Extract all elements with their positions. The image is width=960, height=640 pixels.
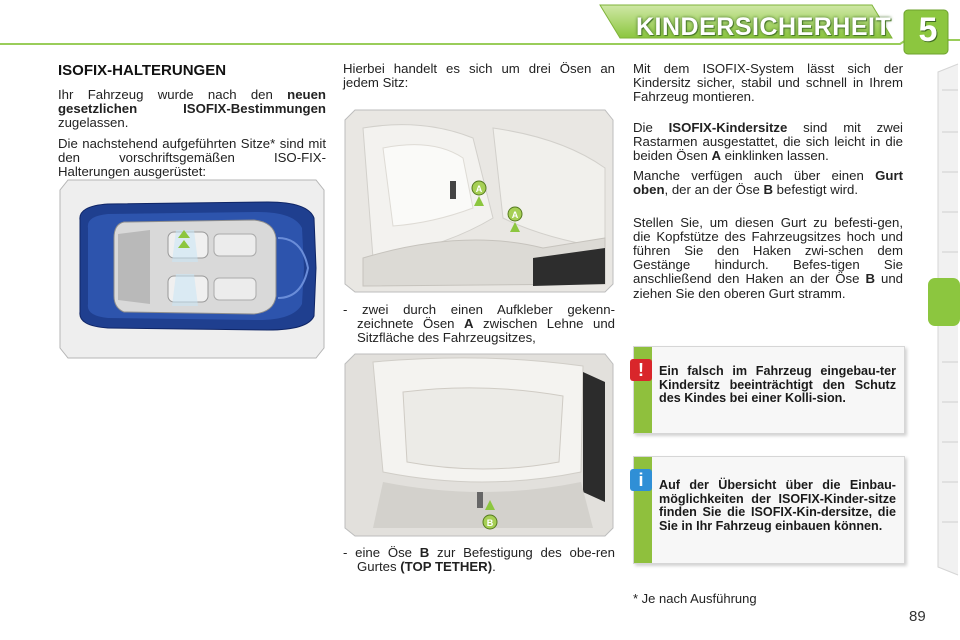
car-topview-figure	[58, 178, 326, 360]
info-box	[633, 456, 905, 564]
info-icon: i	[630, 469, 652, 491]
seat-photo-anchor-b	[343, 352, 615, 538]
warning-box	[633, 346, 905, 434]
warning-icon: !	[630, 359, 652, 381]
bullet-anchor-b: - eine Öse B zur Befestigung des obe-ren Gurtes (TOP TETHER).	[343, 545, 615, 575]
seat-photo-anchors-a	[343, 108, 615, 294]
warning-text: Ein falsch im Fahrzeug eingebau-ter Kindersitz beeinträchtigt den Schutz des Kindes bei einer Kolli-sion.	[659, 364, 896, 406]
label-b: B	[486, 518, 494, 528]
isofix-paragraph-1: Mit dem ISOFIX-System lässt sich der Kindersitz sicher, stabil und schnell in Ihrem Fahrzeug montieren.	[633, 61, 903, 105]
page-number: 89	[909, 608, 926, 625]
intro-paragraph: Ihr Fahrzeug wurde nach den neuen gesetzlichen ISOFIX-Bestimmungen zugelassen.	[58, 87, 326, 131]
info-text: Auf der Übersicht über die Einbau-möglichkeiten der ISOFIX-Kinder-sitze finden Sie die ISOFIX-Kin-dersitze, die Sie in Ihr Fahrzeug einbauen können.	[659, 478, 896, 533]
isofix-paragraph-2: Die ISOFIX-Kindersitze sind mit zwei Rastarmen ausgestattet, die sich leicht in die beiden Ösen A einklinken lassen.	[633, 119, 903, 164]
isofix-paragraph-4: Stellen Sie, um diesen Gurt zu befesti-gen, die Kopfstütze des Fahrzeugsitzes hoch und führen Sie den Haken zwi-schen dem Gestänge hindurch. Befes-tigen Sie anschließend den Haken an der Öse B und ziehen Sie den oberen Gurt stramm.	[633, 214, 903, 301]
header-title: KINDERSICHERHEIT	[636, 13, 892, 41]
section-title: ISOFIX-HALTERUNGEN	[58, 62, 227, 79]
chapter-number: 5	[918, 11, 938, 49]
bullet-anchor-a: - zwei durch einen Aufkleber gekenn-zeichnete Ösen A zwischen Lehne und Sitzfläche des Fahrzeugsitzes,	[343, 302, 616, 346]
intro-column	[58, 88, 326, 185]
label-a-1: A	[475, 184, 483, 194]
footnote: * Je nach Ausführung	[633, 591, 757, 606]
anchors-intro: Hierbei handelt es sich um drei Ösen an jedem Sitz:	[343, 61, 615, 91]
chapter-side-tabs	[928, 62, 960, 577]
isofix-description	[633, 62, 903, 307]
isofix-paragraph-3: Manche verfügen auch über einen Gurt oben, der an der Öse B befestigt wird.	[633, 168, 903, 198]
seats-paragraph: Die nachstehend aufgeführten Sitze* sind mit den vorschriftsgemäßen ISO-FIX-Halterungen ausgerüstet:	[58, 135, 326, 180]
label-a-2: A	[511, 210, 519, 220]
